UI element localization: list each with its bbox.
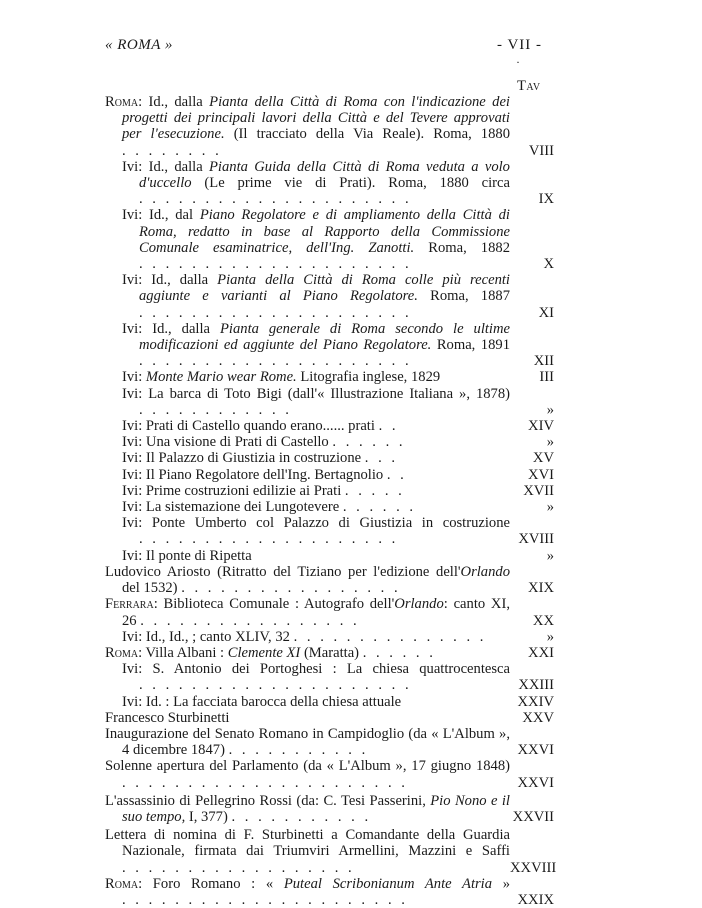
plate-number: XXIX — [517, 891, 554, 908]
plate-number: X — [543, 256, 554, 273]
plate-number: » — [546, 401, 554, 418]
plate-number: XXVI — [517, 774, 554, 791]
entry-text: Ivi: La barca di Toto Bigi (dall'« Illustrazione Italiana », 1878) . . . . . . . . . . . . — [122, 385, 510, 418]
plate-number: XXV — [522, 709, 554, 726]
list-item — [105, 515, 554, 547]
list-item — [105, 548, 554, 564]
plate-number: XXVI — [517, 742, 554, 759]
entry-text: Ivi: Una visione di Prati di Castello . . . . . . — [122, 434, 406, 451]
list-item — [105, 827, 557, 876]
plate-number: III — [539, 369, 554, 386]
plate-number: XXVIII — [510, 859, 557, 876]
entry-place: Ferrara — [105, 596, 154, 613]
entry-text: Ivi: Id., dalla Pianta generale di Roma secondo le ultime modificazioni ed aggiunte del Piano Regolatore. Roma, 1891 . . . . . . . . . . . . . . . . . . . . . — [122, 320, 510, 370]
plates-list — [105, 94, 557, 908]
list-item — [105, 418, 554, 434]
print-mark: · — [516, 55, 520, 69]
entry-text: Ivi: La sistemazione dei Lungotevere . . . . . . — [122, 499, 417, 516]
entry-text: L'assassinio di Pellegrino Rossi (da: C. Tesi Passerini, Pio Nono e il suo tempo, I, 377) . . . . . . . . . . . — [105, 792, 510, 825]
list-item — [105, 94, 554, 159]
list-item — [105, 499, 554, 515]
plate-number: XX — [532, 612, 554, 629]
list-item — [105, 564, 554, 596]
entry-text: Roma: Id., dalla Pianta della Città di Roma con l'indicazione dei progetti dei principali lavori della Città e del Tevere approvati per l'esecuzione. (Il tracciato della Via Reale). Roma, 1880 . . . . . . . . — [105, 94, 510, 159]
entry-place: Roma — [105, 94, 139, 110]
list-item — [105, 793, 554, 825]
list-item — [105, 483, 554, 499]
plate-number: XXIII — [518, 677, 554, 694]
entry-text: Ivi: Il Piano Regolatore dell'Ing. Bertagnolio . . — [122, 466, 407, 483]
plate-number: XVII — [523, 482, 554, 499]
list-item — [105, 450, 554, 466]
list-item — [105, 159, 554, 208]
list-item — [105, 710, 554, 726]
list-item — [105, 694, 554, 710]
running-head: « ROMA » — [105, 37, 173, 53]
plate-number: XI — [538, 304, 554, 321]
entry-text: Lettera di nomina di F. Sturbinetti a Comandante della Guardia Nazionale, firmata dai Triumviri Armellini, Mazzini e Saffi . . . . . . . . . . . . . . . . . . — [105, 827, 510, 876]
list-item — [105, 726, 554, 758]
list-item — [105, 661, 554, 693]
entry-text: Ivi: Id., dalla Pianta della Città di Roma colle più recenti aggiunte e varianti al Piano Regolatore. Roma, 1887 . . . . . . . . . . . . . . . . . . . . . — [122, 272, 510, 321]
entry-text: Ivi: Id., dalla Pianta Guida della Città di Roma veduta a volo d'uccello (Le prime vie di Prati). Roma, 1880 circa . . . . . . . . . . . . . . . . . . . . . — [122, 158, 510, 208]
entry-text: Solenne apertura del Parlamento (da « L'Album », 17 giugno 1848) . . . . . . . . . . . . . . . . . . . . . . — [105, 758, 510, 791]
list-item — [105, 645, 554, 661]
list-item — [105, 434, 554, 450]
entry-text: Inaugurazione del Senato Romano in Campidoglio (da « L'Album », 4 dicembre 1847) . . . . . . . . . . . — [105, 725, 510, 759]
plate-number: XXVII — [512, 808, 554, 825]
plate-number: » — [546, 547, 554, 564]
list-item — [105, 321, 554, 370]
entry-text: Ivi: Il ponte di Ripetta — [122, 547, 252, 564]
entry-text: Ivi: Prati di Castello quando erano...... prati . . — [122, 418, 399, 435]
list-item — [105, 467, 554, 483]
plate-number: » — [546, 434, 554, 451]
plate-number: XIV — [528, 418, 554, 435]
entry-text: Ferrara: Biblioteca Comunale : Autografo dell'Orlando: canto XI, 26 . . . . . . . . . . . . . . . . . — [105, 596, 510, 629]
entry-text: Ivi: Monte Mario wear Rome. Litografia inglese, 1829 — [122, 369, 441, 386]
plate-number: VIII — [528, 142, 554, 159]
entry-text: Ivi: S. Antonio dei Portoghesi : La chiesa quattrocentesca . . . . . . . . . . . . . . . . . . . . . — [122, 661, 510, 694]
list-item — [105, 876, 554, 908]
plate-number: » — [546, 628, 554, 645]
plate-number: IX — [538, 191, 554, 208]
entry-text: Ivi: Il Palazzo di Giustizia in costruzione . . . — [122, 450, 399, 467]
entry-text: Ivi: Ponte Umberto col Palazzo di Giustizia in costruzione . . . . . . . . . . . . . . . . . . . . — [122, 515, 510, 548]
plate-number: XVIII — [518, 531, 554, 548]
plate-number: XII — [533, 353, 554, 370]
plate-number: XVI — [528, 466, 554, 483]
plate-number: XV — [532, 450, 554, 467]
plate-number: XIX — [528, 580, 554, 597]
list-item — [105, 629, 554, 645]
entry-text: Ivi: Id., dal Piano Regolatore e di ampliamento della Città di Roma, redatto in base al Rapporto della Commissione Comunale esaminatrice, dell'Ing. Zanotti. Roma, 1882 . . . . . . . . . . . . . . . . . . . . . — [122, 207, 510, 273]
plate-number: » — [546, 499, 554, 516]
list-item — [105, 369, 554, 385]
column-heading-tav: Tav — [517, 78, 541, 94]
plate-number: XXIV — [517, 693, 554, 710]
list-item — [105, 207, 554, 272]
entry-text: Roma: Villa Albani : Clemente XI (Maratta) . . . . . . — [105, 644, 436, 661]
entry-text: Ivi: Id., Id., ; canto XLIV, 32 . . . . . . . . . . . . . . . — [122, 628, 487, 645]
list-item — [105, 758, 554, 790]
list-item — [105, 272, 554, 321]
entry-place: Roma — [105, 875, 139, 892]
entry-text: Roma: Foro Romano : « Puteal Scribonianum Ante Atria » . . . . . . . . . . . . . . . . . . . . . . — [105, 875, 511, 908]
entry-text: Francesco Sturbinetti — [105, 709, 230, 726]
list-item — [105, 596, 554, 628]
entry-text: Ivi: Id. : La facciata barocca della chiesa attuale — [122, 693, 402, 710]
plate-number: XXI — [528, 644, 554, 661]
entry-place: Roma — [105, 644, 139, 661]
page-number: - VII - — [497, 37, 543, 53]
entry-text: Ivi: Prime costruzioni edilizie ai Prati . . . . . — [122, 482, 405, 499]
entry-text: Ludovico Ariosto (Ritratto del Tiziano per l'edizione dell'Orlando del 1532) . . . . . . . . . . . . . . . . . — [105, 563, 510, 597]
list-item — [105, 386, 554, 418]
